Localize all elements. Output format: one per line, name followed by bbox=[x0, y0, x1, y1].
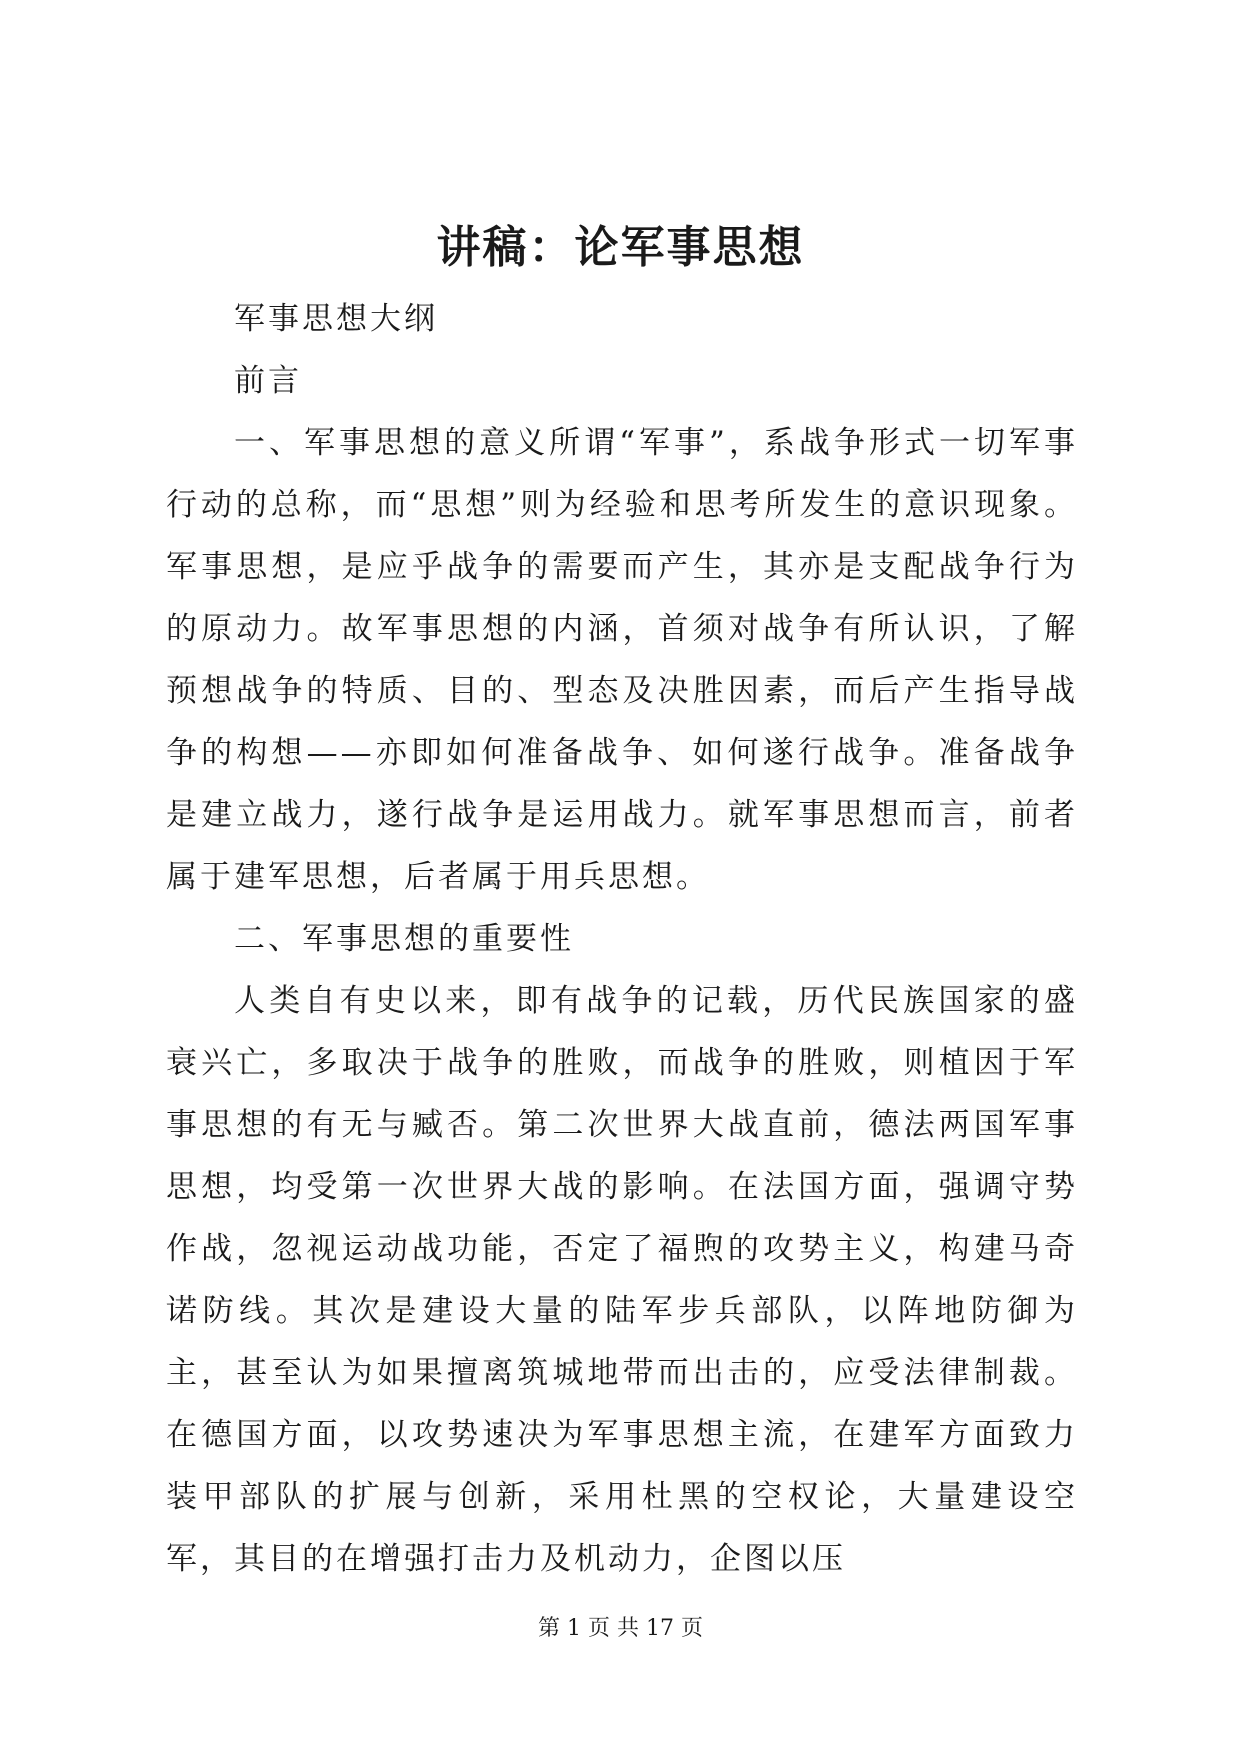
paragraph-outline-heading: 军事思想大纲 bbox=[234, 301, 438, 337]
paragraph-preface-heading: 前言 bbox=[234, 363, 302, 399]
document-body bbox=[166, 288, 1078, 1590]
paragraph-section-two-heading: 二、军事思想的重要性 bbox=[234, 921, 574, 957]
document-title: 讲稿：论军事思想 bbox=[436, 222, 805, 273]
paragraph-section-one: 一、军事思想的意义所谓“军事”，系战争形式一切军事行动的总称，而“思想”则为经验和思考所发生的意识现象。军事思想，是应乎战争的需要而产生，其亦是支配战争行为的原动力。故军事思想的内涵，首须对战争有所认识，了解预想战争的特质、目的、型态及决胜因素，而后产生指导战争的构想——亦即如何准备战争、如何遂行战争。准备战争是建立战力，遂行战争是运用战力。就军事思想而言，前者属于建军思想，后者属于用兵思想。 bbox=[166, 425, 1078, 895]
paragraph-section-two-body: 人类自有史以来，即有战争的记载，历代民族国家的盛衰兴亡，多取决于战争的胜败，而战争的胜败，则植因于军事思想的有无与臧否。第二次世界大战直前，德法两国军事思想，均受第一次世界大战的影响。在法国方面，强调守势作战，忽视运动战功能，否定了福煦的攻势主义，构建马奇诺防线。其次是建设大量的陆军步兵部队，以阵地防御为主，甚至认为如果擅离筑城地带而出击的，应受法律制裁。在德国方面，以攻势速决为军事思想主流，在建军方面致力装甲部队的扩展与创新，采用杜黑的空权论，大量建设空军，其目的在增强打击力及机动力，企图以压 bbox=[166, 983, 1078, 1577]
page-number-footer: 第 1 页 共 17 页 bbox=[538, 1616, 703, 1641]
